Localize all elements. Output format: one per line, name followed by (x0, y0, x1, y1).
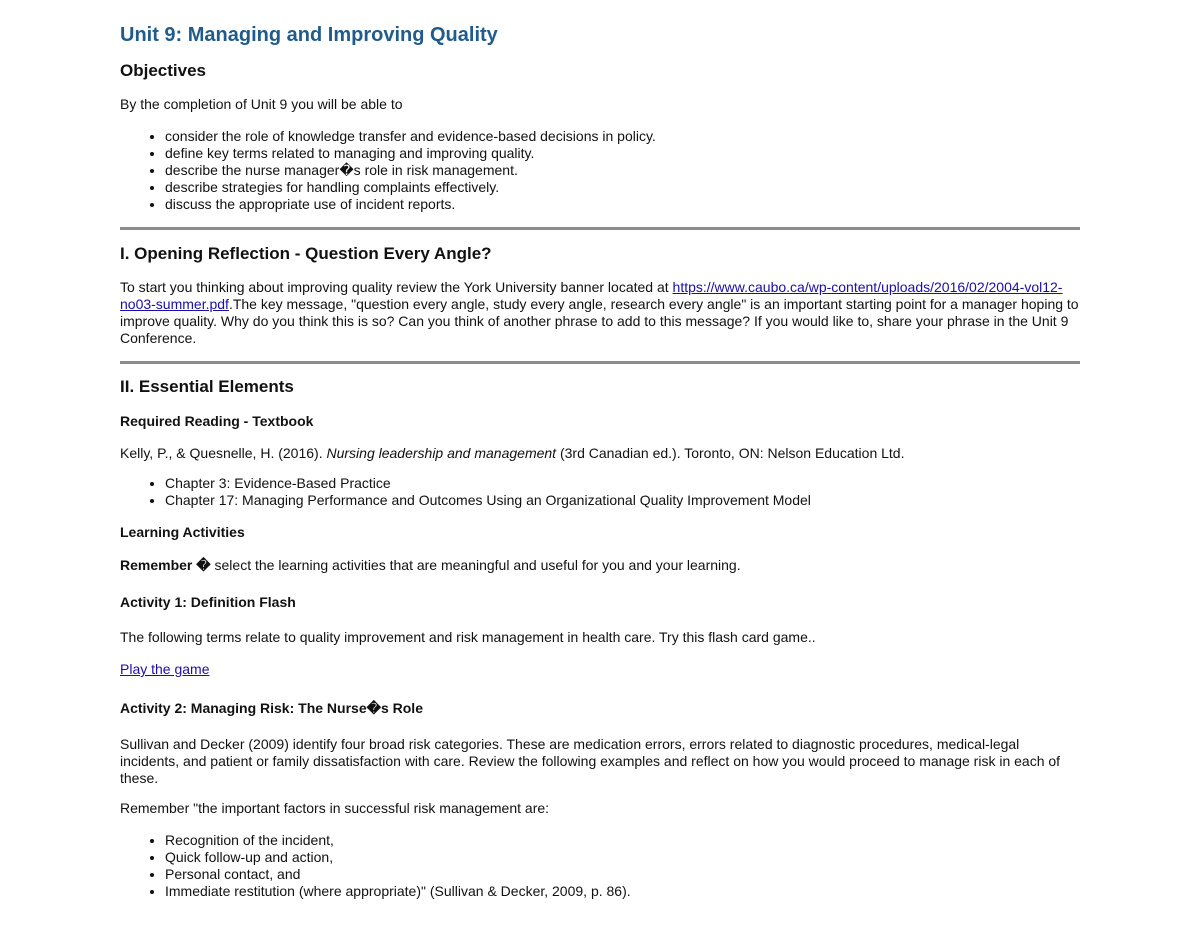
risk-factor-item: • Quick follow-up and action, (165, 849, 1125, 866)
play-game-link[interactable]: Play the game (120, 661, 210, 677)
citation-publisher: (3rd Canadian ed.). Toronto, ON: Nelson Education Ltd. (556, 445, 905, 461)
activity1-text: The following terms relate to quality improvement and risk management in health care. Try this flash card game.. (120, 629, 816, 645)
risk-factors-intro: Remember "the important factors in successful risk management are: (120, 800, 550, 816)
risk-factors-list (120, 832, 1125, 900)
remember-text: select the learning activities that are meaningful and useful for you and your learning. (210, 557, 741, 573)
chapter-item: • Chapter 3: Evidence-Based Practice (165, 475, 1125, 492)
play-game-paragraph (120, 661, 1080, 678)
citation-title: Nursing leadership and management (326, 445, 557, 461)
learning-activities-heading: Learning Activities (120, 524, 245, 540)
objectives-list (120, 128, 1125, 213)
objective-item: • consider the role of knowledge transfer and evidence-based decisions in policy. (165, 128, 1125, 145)
activity2-text: Sullivan and Decker (2009) identify four broad risk categories. These are medication errors, errors related to diagnostic procedures, medical-legal incidents, and patient or family dissatisfaction with care. Review the following examples and reflect on how you would proceed to manage risk in each of these. (120, 736, 1061, 786)
required-reading-heading: Required Reading - Textbook (120, 413, 314, 429)
chapter-item: • Chapter 17: Managing Performance and Outcomes Using an Organizational Quality Improvement Model (165, 492, 1125, 509)
section-divider (120, 361, 1080, 364)
textbook-citation (120, 445, 1080, 462)
opening-reflection-text (120, 279, 1080, 347)
activity1-heading: Activity 1: Definition Flash (120, 594, 296, 610)
objective-item: • describe strategies for handling complaints effectively. (165, 179, 1125, 196)
opening-reflection-heading: I. Opening Reflection - Question Every Angle? (120, 244, 492, 263)
risk-factor-item: • Recognition of the incident, (165, 832, 1125, 849)
essential-elements-heading: II. Essential Elements (120, 377, 294, 396)
objective-item: • define key terms related to managing and improving quality. (165, 145, 1125, 162)
reflection-text-before: To start you thinking about improving quality review the York University banner located at (120, 279, 673, 295)
objective-item: • discuss the appropriate use of incident reports. (165, 196, 1125, 213)
remember-note (120, 557, 1080, 574)
citation-authors: Kelly, P., & Quesnelle, H. (2016). (120, 445, 327, 461)
risk-factor-item: • Immediate restitution (where appropriate)" (Sullivan & Decker, 2009, p. 86). (165, 883, 1125, 900)
section-divider (120, 227, 1080, 230)
reflection-text-after: .The key message, "question every angle, study every angle, research every angle" is an important starting point for a manager hoping to improve quality. Why do you think this is so? Can you think of another phrase to add to this message? If you would like to, share your phrase in the Unit 9 Conference. (120, 296, 1079, 346)
page-title: Unit 9: Managing and Improving Quality (120, 24, 498, 46)
objectives-intro: By the completion of Unit 9 you will be able to (120, 96, 403, 112)
chapter-list (120, 475, 1125, 509)
objective-item: • describe the nurse manager�s role in risk management. (165, 162, 1125, 179)
activity2-heading: Activity 2: Managing Risk: The Nurse�s Role (120, 700, 423, 716)
risk-factor-item: • Personal contact, and (165, 866, 1125, 883)
remember-label: Remember � (120, 557, 211, 573)
objectives-heading: Objectives (120, 61, 206, 80)
caubo-pdf-link[interactable]: https://www.caubo.ca/wp-content/uploads/2016/02/2004-vol12-no03-summer.pdf (120, 279, 1063, 312)
